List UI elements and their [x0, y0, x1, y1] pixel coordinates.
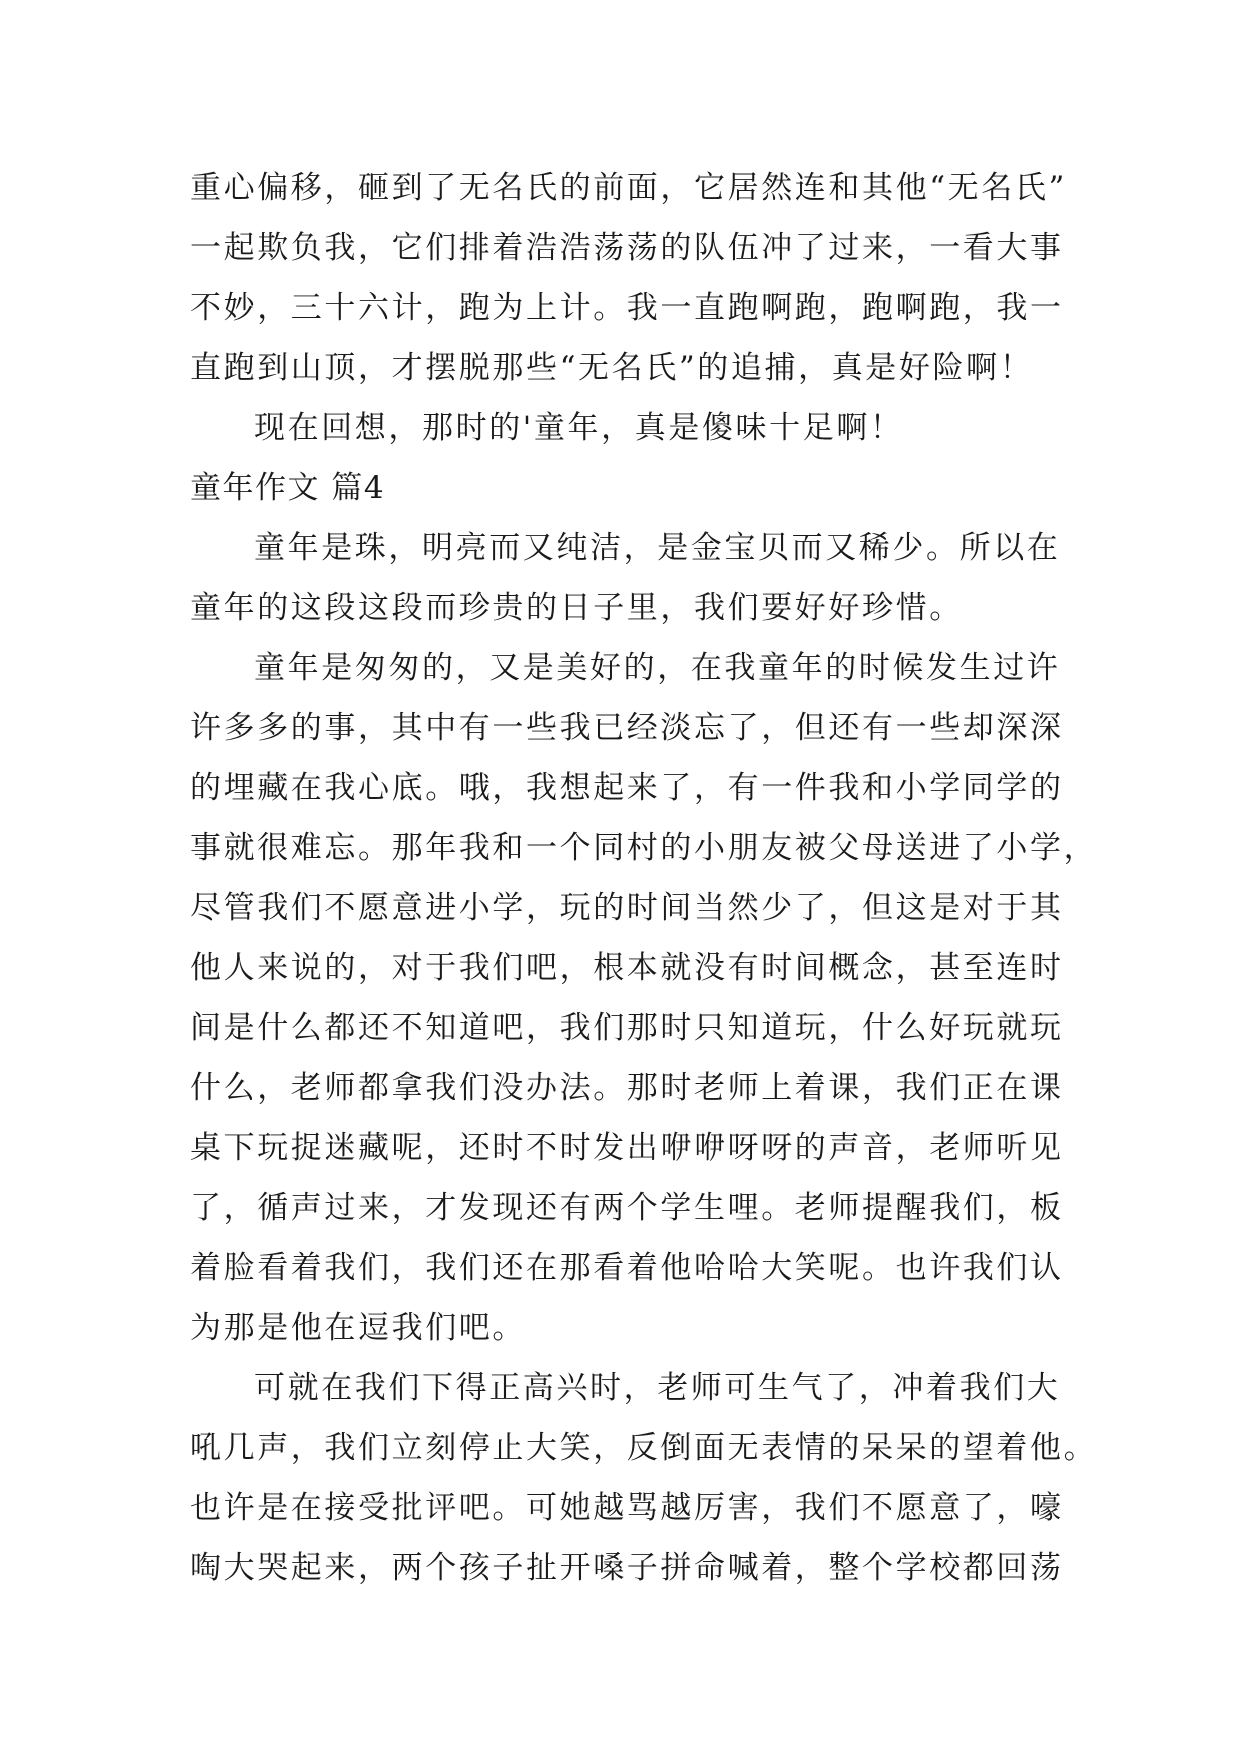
- body-line: 事就很难忘。那年我和一个同村的小朋友被父母送进了小学，: [190, 830, 1098, 866]
- paragraph-start-line: 童年是匆匆的，又是美好的，在我童年的时候发生过许: [254, 650, 1061, 686]
- body-line: 童年的这段这段而珍贵的日子里，我们要好好珍惜。: [190, 590, 963, 626]
- body-line: 的埋藏在我心底。哦，我想起来了，有一件我和小学同学的: [190, 770, 1064, 806]
- body-line: 重心偏移，砸到了无名氏的前面，它居然连和其他“无名氏”: [190, 170, 1067, 206]
- body-line: 许多多的事，其中有一些我已经淡忘了，但还有一些却深深: [190, 710, 1064, 746]
- paragraph-start-line: 现在回想，那时的'童年，真是傻味十足啊！: [254, 410, 904, 446]
- body-line: 直跑到山顶，才摆脱那些“无名氏”的追捕，真是好险啊！: [190, 350, 1034, 386]
- paragraph-start-line: 童年是珠，明亮而又纯洁，是金宝贝而又稀少。所以在: [254, 530, 1061, 566]
- body-line: 间是什么都还不知道吧，我们那时只知道玩，什么好玩就玩: [190, 1010, 1064, 1046]
- paragraph-start-line: 可就在我们下得正高兴时，老师可生气了，冲着我们大: [254, 1370, 1061, 1406]
- body-line: 不妙，三十六计，跑为上计。我一直跑啊跑，跑啊跑，我一: [190, 290, 1064, 326]
- body-line: 桌下玩捉迷藏呢，还时不时发出咿咿呀呀的声音，老师听见: [190, 1130, 1064, 1166]
- body-line: 一起欺负我，它们排着浩浩荡荡的队伍冲了过来，一看大事: [190, 230, 1064, 266]
- body-line: 吼几声，我们立刻停止大笑，反倒面无表情的呆呆的望着他。: [190, 1430, 1098, 1466]
- section-heading: 童年作文 篇4: [190, 470, 386, 506]
- body-line: 为那是他在逗我们吧。: [190, 1310, 526, 1346]
- body-line: 他人来说的，对于我们吧，根本就没有时间概念，甚至连时: [190, 950, 1064, 986]
- body-line: 着脸看着我们，我们还在那看着他哈哈大笑呢。也许我们认: [190, 1250, 1064, 1286]
- document-body: [190, 158, 1098, 1598]
- body-line: 什么，老师都拿我们没办法。那时老师上着课，我们正在课: [190, 1070, 1064, 1106]
- body-line: 尽管我们不愿意进小学，玩的时间当然少了，但这是对于其: [190, 890, 1064, 926]
- body-line: 也许是在接受批评吧。可她越骂越厉害，我们不愿意了，嚎: [190, 1490, 1064, 1526]
- body-line: 啕大哭起来，两个孩子扯开嗓子拼命喊着，整个学校都回荡: [190, 1550, 1064, 1586]
- body-line: 了，循声过来，才发现还有两个学生哩。老师提醒我们，板: [190, 1190, 1064, 1226]
